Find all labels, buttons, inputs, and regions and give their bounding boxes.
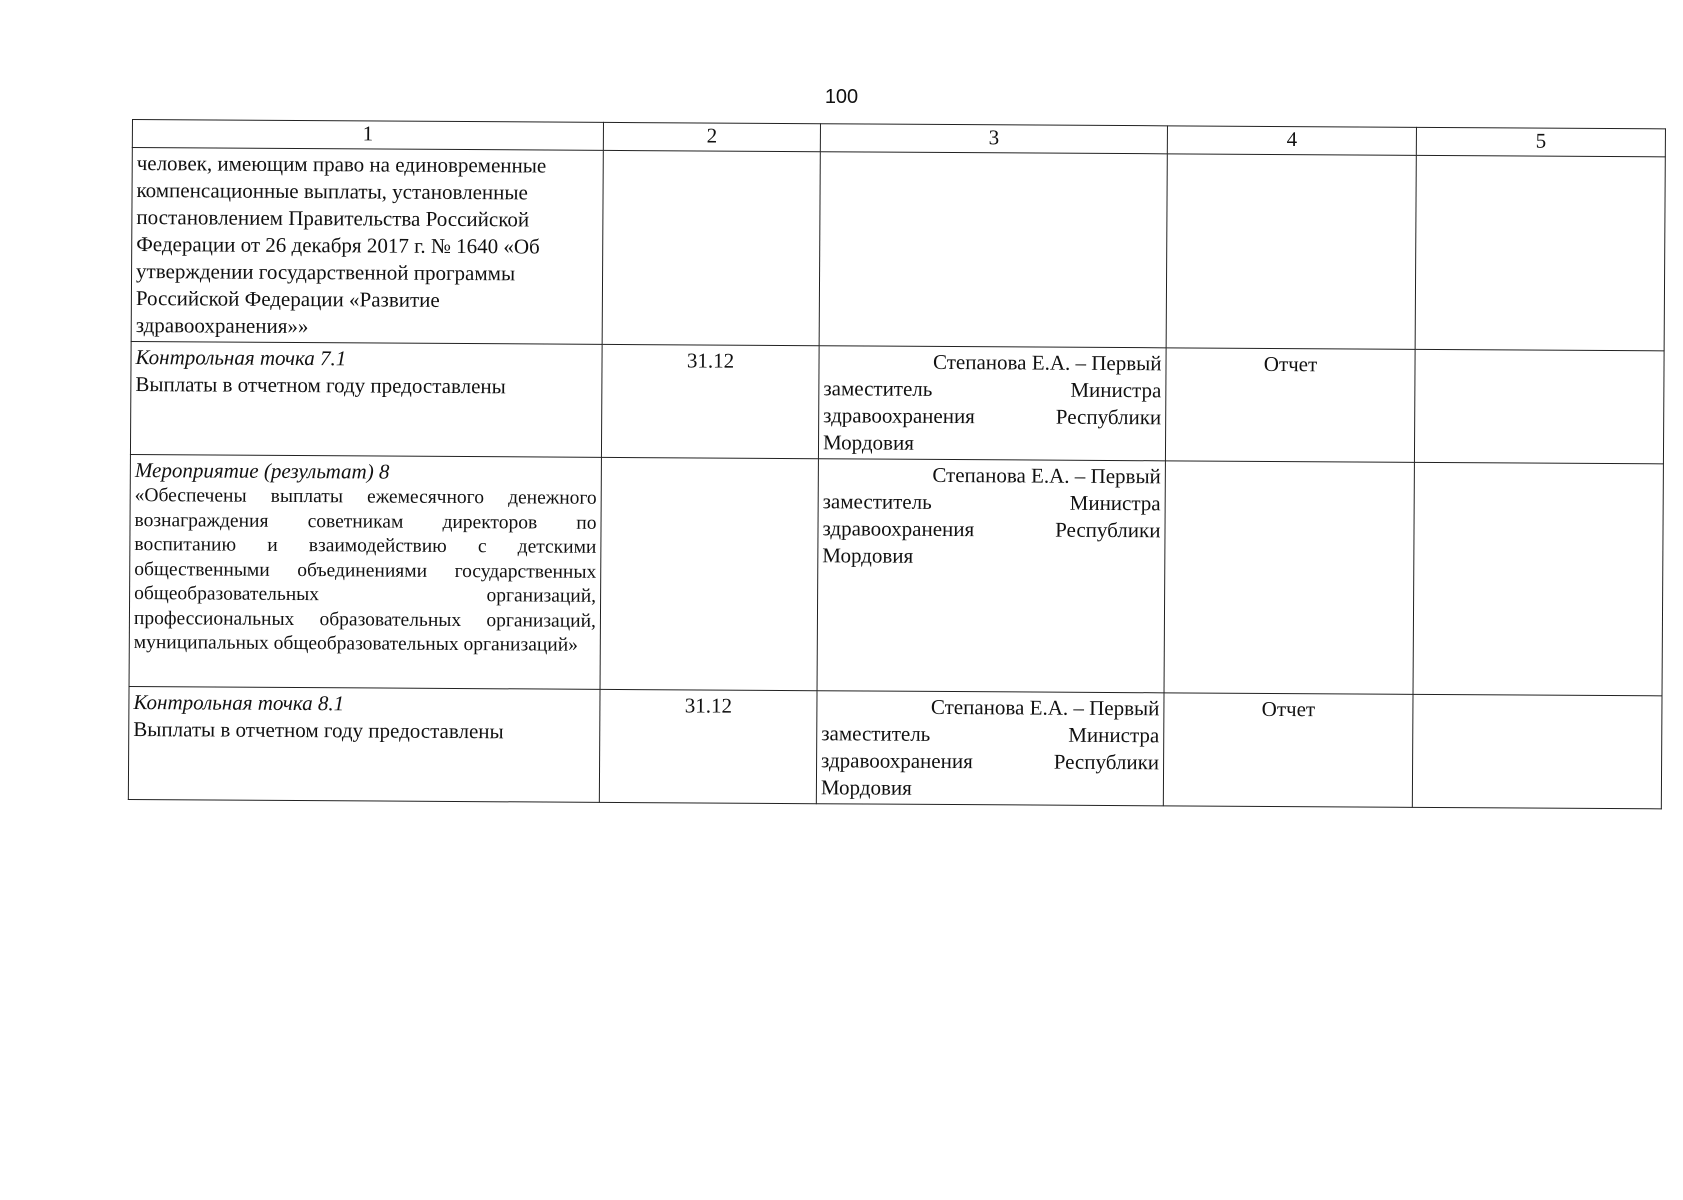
text-line: Федерации от 26 декабря 2017 г. № 1640 «Об: [136, 232, 540, 259]
table-row: [130, 341, 1664, 463]
control-point-title: Контрольная точка 7.1: [135, 345, 347, 371]
table-row: [128, 686, 1662, 808]
text-line: утверждении государственной программы: [135, 259, 516, 286]
control-point-text: Выплаты в отчетном году предоставлены: [133, 717, 504, 744]
responsible-cell: [816, 691, 1164, 806]
responsible-position: заместитель Министра здравоохранения Республики Мордовия: [822, 376, 1162, 455]
text-line: Российской Федерации «Развитие: [135, 286, 440, 312]
deadline-cell: 31.12: [599, 689, 817, 803]
column-header-1: 1: [132, 120, 603, 151]
column-header-2: 2: [603, 122, 820, 151]
continuation-cell: [131, 148, 603, 345]
responsible-name: Степанова Е.А. – Первый: [930, 694, 1160, 721]
responsible-position: заместитель Министра здравоохранения Республики Мордовия: [820, 721, 1160, 800]
column-header-5: 5: [1416, 127, 1665, 157]
page-number: 100: [824, 86, 859, 108]
deadline-cell: 31.12: [601, 344, 819, 458]
responsible-name: Степанова Е.А. – Первый: [932, 349, 1162, 376]
deadline-cell: [602, 150, 820, 345]
column-header-4: 4: [1167, 126, 1416, 156]
responsible-position: заместитель Министра здравоохранения Республики Мордовия: [822, 489, 1161, 568]
table-row: [131, 148, 1665, 351]
info-system-cell: [1415, 155, 1665, 351]
deadline-cell: [600, 457, 818, 690]
document-type-cell: Отчет: [1165, 348, 1415, 463]
text-line: постановлением Правительства Российской: [136, 205, 530, 232]
responsible-name: Степанова Е.А. – Первый: [932, 462, 1161, 489]
text-line: человек, имеющим право на единовременные: [136, 151, 547, 178]
control-point-text: Выплаты в отчетном году предоставлены: [135, 372, 506, 399]
column-header-3: 3: [820, 124, 1167, 154]
text-line: компенсационные выплаты, установленные: [136, 178, 528, 205]
responsible-cell: [819, 152, 1167, 348]
measure-title: Мероприятие (результат) 8: [134, 458, 390, 484]
text-line: здравоохранения»»: [135, 313, 309, 339]
info-system-cell: [1413, 462, 1663, 696]
responsible-cell: [817, 459, 1165, 693]
plan-table: [128, 119, 1666, 809]
control-point-cell: [128, 686, 600, 802]
measure-text: «Обеспечены выплаты ежемесячного денежного вознаграждения советникам директоров по воспитанию и взаимодействию с детскими общественными объединениями государственных общеобразовательных организаций, профессиональных образовательных организаций, муниципальных общеобразовательных организаций»: [133, 485, 597, 656]
measure-cell: [129, 454, 601, 689]
control-point-title: Контрольная точка 8.1: [133, 690, 345, 716]
document-type-cell: [1164, 461, 1414, 695]
info-system-cell: [1414, 349, 1664, 464]
info-system-cell: [1412, 694, 1662, 809]
responsible-cell: [818, 346, 1166, 461]
document-type-cell: Отчет: [1163, 693, 1413, 808]
document-type-cell: [1166, 154, 1416, 350]
table-row: [129, 454, 1663, 695]
control-point-cell: [130, 341, 602, 457]
